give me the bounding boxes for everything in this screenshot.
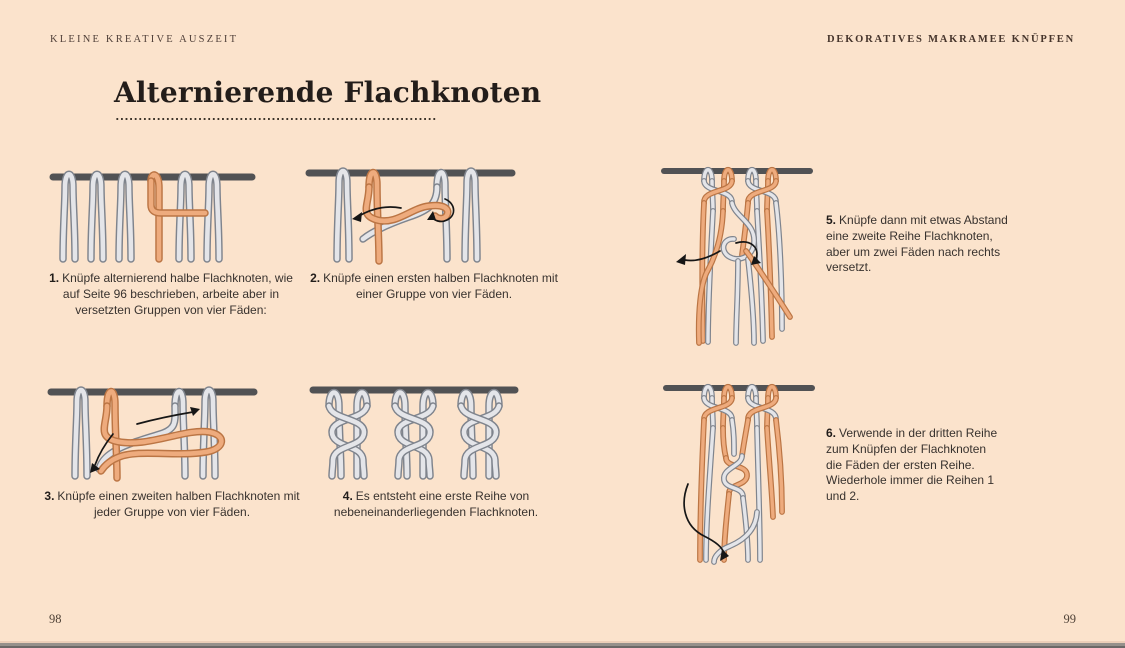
step-6-number: 6. (826, 426, 837, 440)
step-5-illustration (658, 155, 816, 350)
step-4-caption (322, 489, 550, 521)
step-6-illustration (660, 372, 818, 567)
macrame-diagram-5 (658, 155, 816, 350)
step-6-caption (826, 426, 1002, 505)
step-6-text: Verwende in der dritten Reihe zum Knüpfen der Flachknoten die Fäden der ersten Reihe. Wiederhole immer die Reihen 1 und 2. (826, 426, 998, 504)
step-5-text: Knüpfe dann mit etwas Abstand eine zweite Reihe Flachknoten, aber um zwei Fäden nach rechts versetzt. (826, 213, 1008, 275)
step-2-caption (305, 271, 563, 303)
macrame-diagram-1 (45, 155, 260, 267)
step-3-caption (38, 489, 306, 521)
page-number-right: 99 (1063, 612, 1076, 626)
step-2-text: Knüpfe einen ersten halben Flachknoten mit einer Gruppe von vier Fäden. (323, 271, 558, 301)
step-1-number: 1. (49, 271, 60, 285)
running-header-right: DEKORATIVES MAKRAMEE KNÜPFEN (827, 34, 1075, 45)
page-title: Alternierende Flachknoten (114, 76, 542, 109)
dotted-rule (115, 117, 437, 121)
step-2-illustration (303, 153, 518, 267)
step-1-text: Knüpfe alternierend halbe Flachknoten, wie auf Seite 96 beschrieben, arbeite aber in versetzten Gruppen von vier Fäden: (62, 271, 293, 317)
step-3-illustration (45, 372, 260, 482)
macrame-diagram-6 (660, 372, 818, 567)
page-number-left: 98 (49, 612, 62, 626)
step-3-text: Knüpfe einen zweiten halben Flachknoten mit jeder Gruppe von vier Fäden. (57, 489, 300, 519)
book-bottom-edge (0, 641, 1125, 648)
step-5-number: 5. (826, 213, 837, 227)
step-1-caption (40, 271, 302, 318)
step-2-number: 2. (310, 271, 321, 285)
macrame-diagram-4 (308, 374, 520, 480)
step-4-number: 4. (342, 489, 353, 503)
running-header-left: KLEINE KREATIVE AUSZEIT (50, 34, 239, 45)
step-5-caption (826, 213, 1008, 276)
macrame-diagram-2 (303, 153, 518, 267)
step-3-number: 3. (44, 489, 55, 503)
step-4-illustration (308, 374, 520, 480)
macrame-diagram-3 (45, 372, 260, 482)
step-4-text: Es entsteht eine erste Reihe von nebeneinanderliegenden Flachknoten. (333, 489, 539, 519)
step-1-illustration (45, 155, 260, 267)
